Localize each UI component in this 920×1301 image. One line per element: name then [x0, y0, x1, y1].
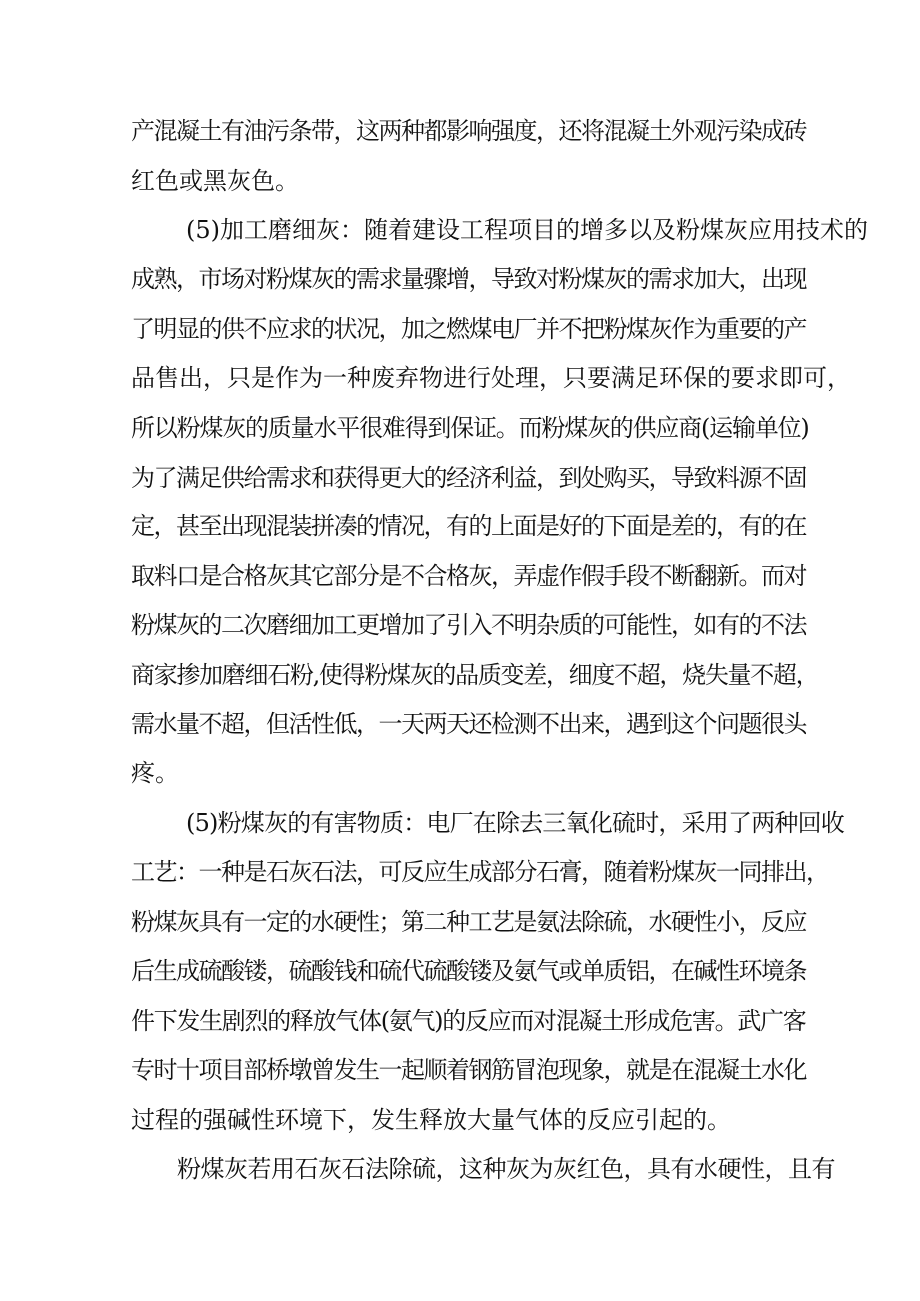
paragraph-2-line-8: 取料口是合格灰其它部分是不合格灰，弄虚作假手段不断翻新。而对	[131, 562, 806, 590]
paragraph-3-line-7: 过程的强碱性环境下，发生释放大量气体的反应引起的。	[131, 1106, 731, 1134]
paragraph-3-line-2: 工艺：一种是石灰石法，可反应生成部分石膏，随着粉煤灰一同排出，	[131, 858, 829, 886]
paragraph-2-line-3: 了明显的供不应求的状况，加之燃煤电厂并不把粉煤灰作为重要的产	[131, 315, 806, 343]
paragraph-2-line-10: 商家掺加磨细石粉,使得粉煤灰的品质变差，细度不超，烧失量不超，	[131, 661, 819, 689]
paragraph-2-line-9: 粉煤灰的二次磨细加工更增加了引入不明杂质的可能性，如有的不法	[131, 611, 806, 639]
paragraph-3-line-1: (5)粉煤灰的有害物质：电厂在除去三氧化硫时，采用了两种回收	[186, 809, 844, 837]
paragraph-4-line-1: 粉煤灰若用石灰石法除硫，这种灰为灰红色，具有水硬性，且有	[177, 1155, 835, 1183]
paragraph-2-line-12: 疼。	[131, 759, 179, 787]
paragraph-2-line-6: 为了满足供给需求和获得更大的经济利益，到处购买，导致料源不固	[131, 464, 806, 492]
paragraph-1-line-2: 红色或黑灰色。	[131, 167, 299, 195]
paragraph-3-line-6: 专时十项目部桥墩曾发生一起顺着钢筋冒泡现象，就是在混凝土水化	[131, 1056, 806, 1084]
paragraph-2-line-1: (5)加工磨细灰：随着建设工程项目的增多以及粉煤灰应用技术的	[186, 216, 868, 244]
paragraph-2-line-2: 成熟，市场对粉煤灰的需求量骤增，导致对粉煤灰的需求加大，出现	[131, 265, 806, 293]
paragraph-3-line-3: 粉煤灰具有一定的水硬性；第二种工艺是氨法除硫，水硬性小，反应	[131, 908, 806, 936]
paragraph-2-line-4: 品售出，只是作为一种废弃物进行处理，只要满足环保的要求即可，	[131, 364, 851, 392]
paragraph-3-line-5: 件下发生剧烈的释放气体(氨气)的反应而对混凝土形成危害。武广客	[131, 1007, 806, 1035]
paragraph-2-line-11: 需水量不超，但活性低，一天两天还检测不出来，遇到这个问题很头	[131, 710, 806, 738]
paragraph-2-line-7: 定，甚至出现混装拼凑的情况，有的上面是好的下面是差的，有的在	[131, 512, 806, 540]
paragraph-2-line-5: 所以粉煤灰的质量水平很难得到保证。而粉煤灰的供应商(运输单位)	[131, 414, 809, 442]
paragraph-3-line-4: 后生成硫酸镂，硫酸钱和硫代硫酸镂及氨气或单质铝，在碱性环境条	[131, 957, 806, 985]
paragraph-1-line-1: 产混凝土有油污条带，这两种都影响强度，还将混凝土外观污染成砖	[131, 117, 806, 145]
